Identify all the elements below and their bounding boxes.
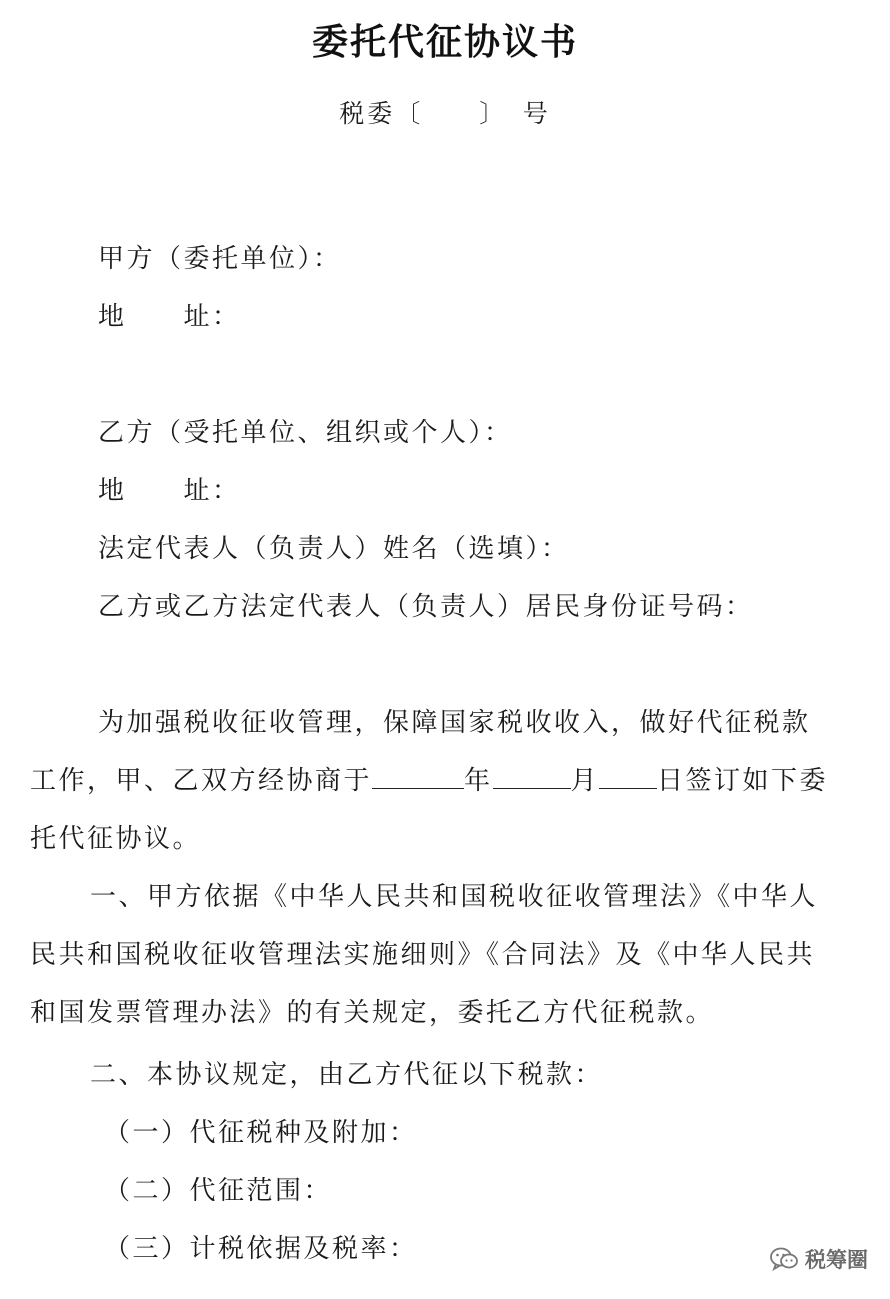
day-blank xyxy=(599,764,657,789)
party-b-rep-name: 法定代表人（负责人）姓名（选填）： xyxy=(98,534,570,564)
clause-2-item-1: （一）代征税种及附加： xyxy=(104,1118,418,1148)
party-b-id-number: 乙方或乙方法定代表人（负责人）居民身份证号码： xyxy=(98,592,754,622)
document-title: 委托代征协议书 xyxy=(311,22,578,63)
party-b-label: 乙方（受托单位、组织或个人）： xyxy=(98,418,513,448)
wechat-icon xyxy=(769,1246,799,1272)
day-label: 日签订如下委 xyxy=(657,766,829,796)
clause-1-line-3: 和国发票管理办法》的有关规定，委托乙方代征税款。 xyxy=(30,998,715,1028)
document-number: 税委〔 〕 号 xyxy=(339,99,551,128)
party-a-address: 地 址： xyxy=(98,302,241,332)
intro-line-3: 托代征协议。 xyxy=(30,824,202,854)
month-label: 月 xyxy=(570,766,600,796)
clause-1-line-1: 一、甲方依据《中华人民共和国税收征收管理法》《中华人 xyxy=(90,882,819,912)
month-blank xyxy=(493,764,571,789)
intro-agreement-prefix: 工作，甲、乙双方经协商于 xyxy=(30,766,373,796)
watermark xyxy=(769,1244,868,1274)
clause-2-item-2: （二）代征范围： xyxy=(104,1176,333,1206)
clause-1-line-2: 民共和国税收征收管理法实施细则》《合同法》及《中华人民共 xyxy=(30,940,816,970)
watermark-text: 税筹圈 xyxy=(805,1248,868,1272)
intro-line-1: 为加强税收征收管理，保障国家税收收入，做好代征税款 xyxy=(98,708,811,738)
year-blank xyxy=(372,764,464,789)
year-label: 年 xyxy=(464,766,493,796)
party-b-address: 地 址： xyxy=(98,476,241,506)
intro-line-2 xyxy=(30,764,828,798)
party-a-label: 甲方（委托单位）： xyxy=(98,244,342,274)
clause-2-item-3: （三）计税依据及税率： xyxy=(104,1234,418,1264)
clause-2-line-1: 二、本协议规定，由乙方代征以下税款： xyxy=(90,1060,604,1090)
